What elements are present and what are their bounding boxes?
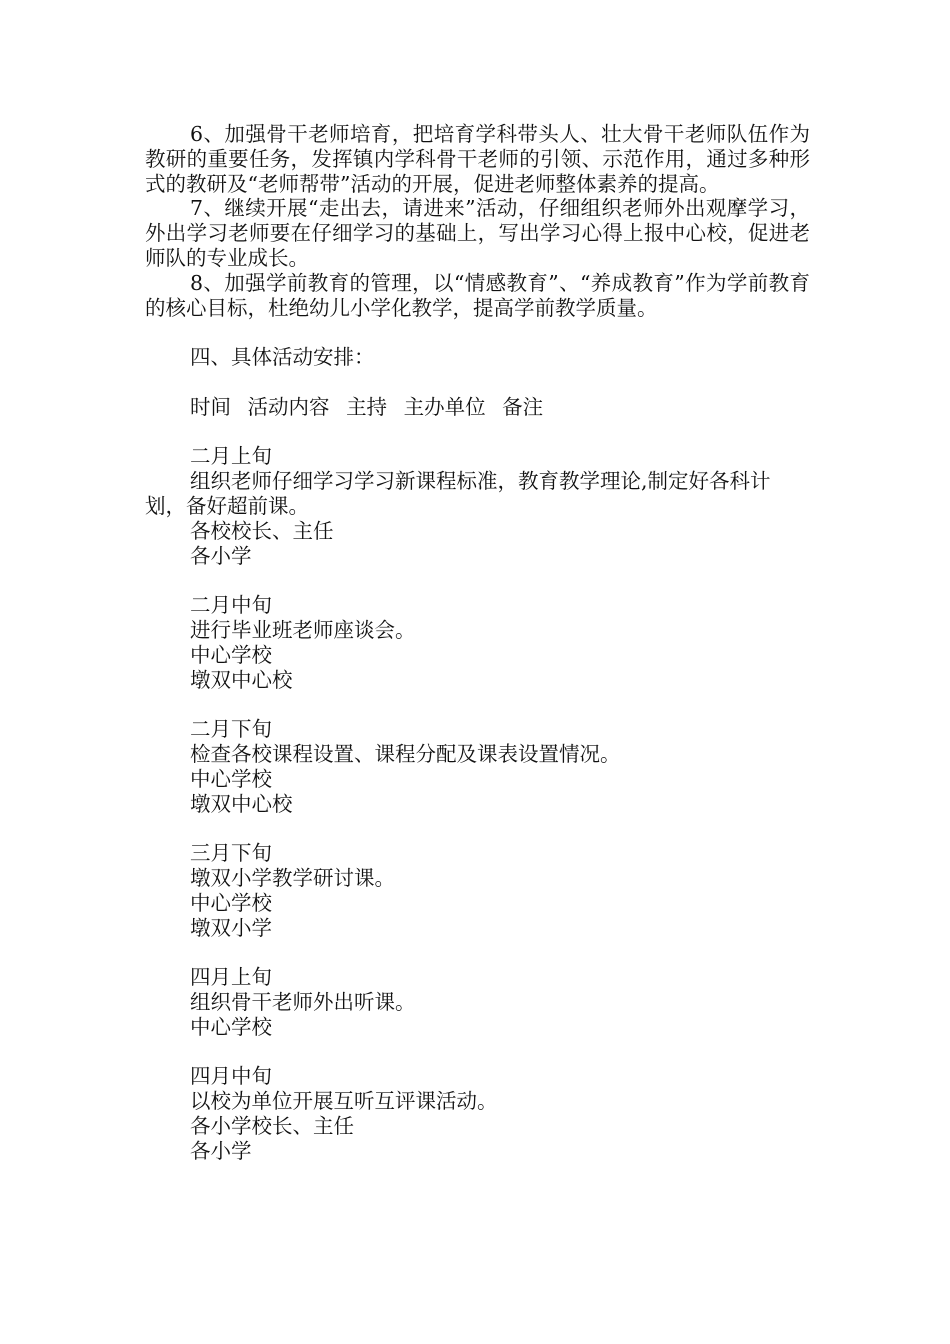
schedule-entry bbox=[145, 1064, 810, 1163]
entry-time: 四月上旬 bbox=[190, 965, 272, 990]
schedule-list bbox=[145, 444, 810, 1163]
entry-unit: 各小学 bbox=[190, 543, 252, 568]
paragraph-6: 6、加强骨干老师培育，把培育学科带头人、壮大骨干老师队伍作为教研的重要任务，发挥镇内学科骨干老师的引领、示范作用，通过多种形式的教研及“老师帮带”活动的开展，促进老师整体素养的提高。 bbox=[145, 122, 810, 196]
section-heading: 四、具体活动安排： bbox=[190, 345, 375, 370]
entry-host: 中心学校 bbox=[190, 766, 272, 791]
entry-content: 墩双小学教学研讨课。 bbox=[190, 865, 395, 890]
entry-host: 中心学校 bbox=[190, 642, 272, 667]
entry-host: 各小学校长、主任 bbox=[190, 1113, 354, 1138]
entry-content: 检查各校课程设置、课程分配及课表设置情况。 bbox=[190, 741, 621, 766]
entry-time: 二月中旬 bbox=[190, 593, 272, 618]
document-page bbox=[145, 122, 810, 1188]
schedule-entry bbox=[145, 444, 810, 568]
table-header bbox=[145, 395, 810, 420]
entry-host: 中心学校 bbox=[190, 1014, 272, 1039]
schedule-entry bbox=[145, 841, 810, 940]
entry-content: 进行毕业班老师座谈会。 bbox=[190, 617, 416, 642]
entry-time: 二月下旬 bbox=[190, 717, 272, 742]
entry-time: 四月中旬 bbox=[190, 1064, 272, 1089]
entry-host: 中心学校 bbox=[190, 890, 272, 915]
entry-unit: 墩双小学 bbox=[190, 915, 272, 940]
entry-time: 二月上旬 bbox=[190, 444, 272, 469]
paragraph-7: 7、继续开展“走出去，请进来”活动，仔细组织老师外出观摩学习，外出学习老师要在仔细学习的基础上，写出学习心得上报中心校，促进老师队的专业成长。 bbox=[145, 196, 810, 270]
schedule-entry bbox=[145, 717, 810, 816]
schedule-entry bbox=[145, 593, 810, 692]
entry-unit: 墩双中心校 bbox=[190, 667, 293, 692]
header-time: 时间 bbox=[190, 394, 231, 419]
entry-host: 各校校长、主任 bbox=[190, 518, 334, 543]
paragraph-8: 8、加强学前教育的管理，以“情感教育”、“养成教育”作为学前教育的核心目标，杜绝幼儿小学化教学，提高学前教学质量。 bbox=[145, 270, 810, 320]
entry-content: 组织骨干老师外出听课。 bbox=[190, 989, 416, 1014]
entry-time: 三月下旬 bbox=[190, 841, 272, 866]
entry-content: 组织老师仔细学习学习新课程标准，教育教学理论,制定好各科计划，备好超前课。 bbox=[145, 469, 771, 518]
header-content: 活动内容 bbox=[247, 394, 330, 419]
schedule-entry bbox=[145, 965, 810, 1039]
header-unit: 主办单位 bbox=[403, 394, 486, 419]
header-note: 备注 bbox=[502, 394, 544, 419]
entry-unit: 墩双中心校 bbox=[190, 791, 293, 816]
entry-content: 以校为单位开展互听互评课活动。 bbox=[190, 1089, 498, 1114]
header-host: 主持 bbox=[346, 394, 388, 419]
entry-unit: 各小学 bbox=[190, 1138, 252, 1163]
